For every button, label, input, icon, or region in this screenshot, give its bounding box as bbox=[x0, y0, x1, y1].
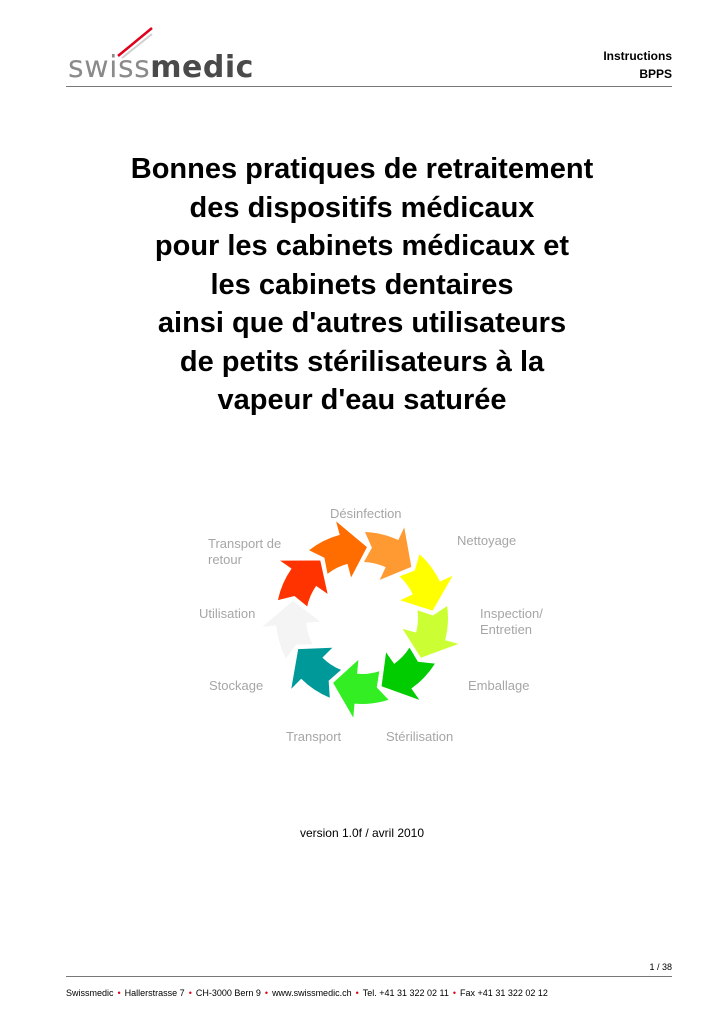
cycle-label-utilisation: Utilisation bbox=[199, 606, 256, 621]
bullet-icon: • bbox=[264, 988, 269, 998]
version-info: version 1.0f / avril 2010 bbox=[299, 826, 425, 840]
cycle-label-transport-retour-line1: Transport de bbox=[208, 536, 282, 551]
footer-item: Fax +41 31 322 02 12 bbox=[460, 988, 548, 998]
cycle-arrows bbox=[0, 490, 724, 760]
bullet-icon: • bbox=[188, 988, 192, 998]
cycle-arrow-6 bbox=[291, 648, 341, 698]
cycle-label-transport-retour bbox=[208, 536, 281, 568]
cycle-label-inspection bbox=[480, 606, 543, 638]
cycle-arrow-1 bbox=[364, 527, 411, 580]
cycle-label-desinfection: Désinfection bbox=[330, 506, 402, 521]
reprocessing-cycle-diagram bbox=[0, 490, 724, 760]
footer-item: Hallerstrasse 7 bbox=[124, 988, 185, 998]
bullet-icon: • bbox=[452, 988, 457, 998]
cycle-label-transport: Transport bbox=[286, 729, 342, 744]
title-line: les cabinets dentaires bbox=[210, 268, 514, 301]
logo-light-text: swiss bbox=[68, 50, 151, 85]
cycle-arrow-3 bbox=[403, 606, 459, 658]
document-type bbox=[603, 47, 672, 83]
title-line: de petits stérilisateurs à la bbox=[179, 345, 545, 378]
cycle-label-emballage: Emballage bbox=[468, 678, 530, 693]
title-line: pour les cabinets médicaux et bbox=[154, 230, 570, 262]
title-line: Bonnes pratiques de retraitement bbox=[130, 153, 594, 185]
footer-item: CH-3000 Bern 9 bbox=[195, 988, 261, 998]
swissmedic-logo bbox=[66, 22, 256, 86]
cycle-label-stockage: Stockage bbox=[209, 678, 264, 693]
cycle-label-sterilisation: Stérilisation bbox=[386, 729, 454, 744]
footer-item: Tel. +41 31 322 02 11 bbox=[362, 988, 449, 998]
footer-item: Swissmedic bbox=[66, 988, 114, 998]
cycle-label-inspection-line2: Entretien bbox=[480, 622, 533, 637]
document-type-line2: BPPS bbox=[639, 67, 672, 81]
bullet-icon: • bbox=[117, 988, 121, 998]
cycle-arrow-5 bbox=[333, 660, 388, 718]
logo-dark-text: medic bbox=[150, 50, 254, 85]
logo-wordmark bbox=[68, 50, 254, 85]
cycle-arrow-4 bbox=[382, 648, 435, 700]
cycle-label-inspection-line1: Inspection/ bbox=[480, 606, 543, 621]
title-line: ainsi que d'autres utilisateurs bbox=[157, 307, 567, 339]
title-line: vapeur d'eau saturée bbox=[217, 384, 507, 416]
footer-link[interactable]: www.swissmedic.ch bbox=[272, 988, 352, 998]
page-number: 1 / 38 bbox=[649, 962, 672, 972]
document-title bbox=[60, 150, 664, 420]
footer-divider bbox=[66, 976, 672, 977]
title-line: des dispositifs médicaux bbox=[189, 191, 535, 224]
document-type-line1: Instructions bbox=[603, 49, 672, 63]
footer-address bbox=[66, 988, 672, 998]
cycle-label-nettoyage: Nettoyage bbox=[457, 533, 517, 548]
bullet-icon: • bbox=[355, 988, 359, 998]
header-divider bbox=[66, 86, 672, 87]
cycle-arrow-8 bbox=[278, 561, 328, 607]
cycle-label-transport-retour-line2: retour bbox=[208, 552, 242, 567]
